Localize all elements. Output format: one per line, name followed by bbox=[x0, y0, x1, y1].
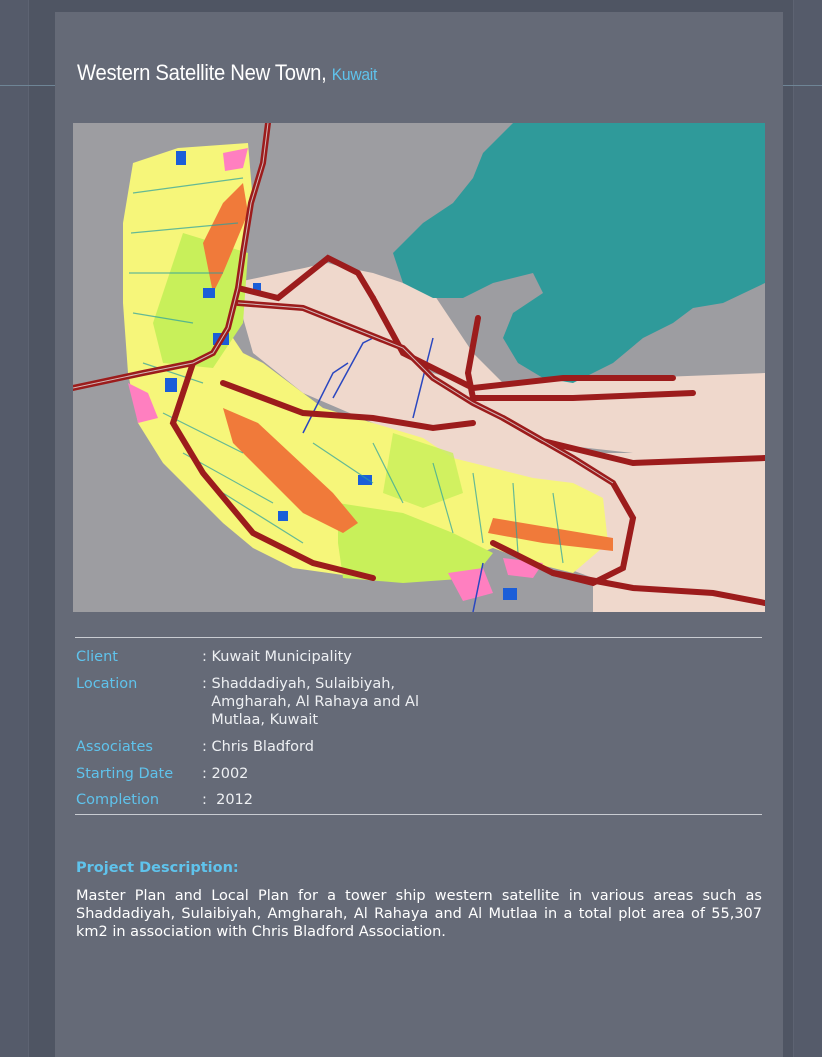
associates-label: Associates bbox=[76, 739, 153, 755]
project-name: Western Satellite New Town, bbox=[77, 60, 327, 85]
facility-3 bbox=[165, 378, 177, 392]
page-title bbox=[77, 60, 377, 86]
master-plan-drawing bbox=[73, 123, 765, 612]
completion-value: : 2012 bbox=[202, 792, 254, 808]
facility-6 bbox=[503, 588, 517, 600]
left-margin-strip bbox=[0, 0, 29, 1057]
details-bottom-rule bbox=[75, 814, 762, 815]
details-top-rule bbox=[75, 637, 762, 638]
location-value: : Shaddadiyah, Sulaibiyah, Amgharah, Al Rahaya and Al Mutlaa, Kuwait bbox=[202, 676, 419, 728]
client-value: : Kuwait Municipality bbox=[202, 649, 352, 665]
description-text: Master Plan and Local Plan for a tower ship western satellite in various areas such as Shaddadiyah, Sulaibiyah, Amgharah, Al Rahaya and Al Mutlaa in a total plot area of 55,307 km2 in association with Chris Bladford Association. bbox=[76, 888, 762, 940]
facility-5 bbox=[278, 511, 288, 521]
client-label: Client bbox=[76, 649, 118, 665]
right-margin-strip bbox=[793, 0, 822, 1057]
header-divider-right bbox=[783, 85, 822, 86]
completion-label: Completion bbox=[76, 792, 160, 808]
starting-date-label: Starting Date bbox=[76, 766, 174, 782]
description-heading: Project Description: bbox=[76, 860, 239, 876]
associates-value: : Chris Bladford bbox=[202, 739, 314, 755]
project-country: Kuwait bbox=[331, 65, 378, 84]
header-divider-left bbox=[0, 85, 56, 86]
facility-4 bbox=[358, 475, 372, 485]
location-label: Location bbox=[76, 676, 138, 692]
master-plan-map bbox=[73, 123, 765, 612]
facility-7 bbox=[203, 288, 215, 298]
facility-1 bbox=[176, 151, 186, 165]
starting-date-value: : 2002 bbox=[202, 766, 249, 782]
